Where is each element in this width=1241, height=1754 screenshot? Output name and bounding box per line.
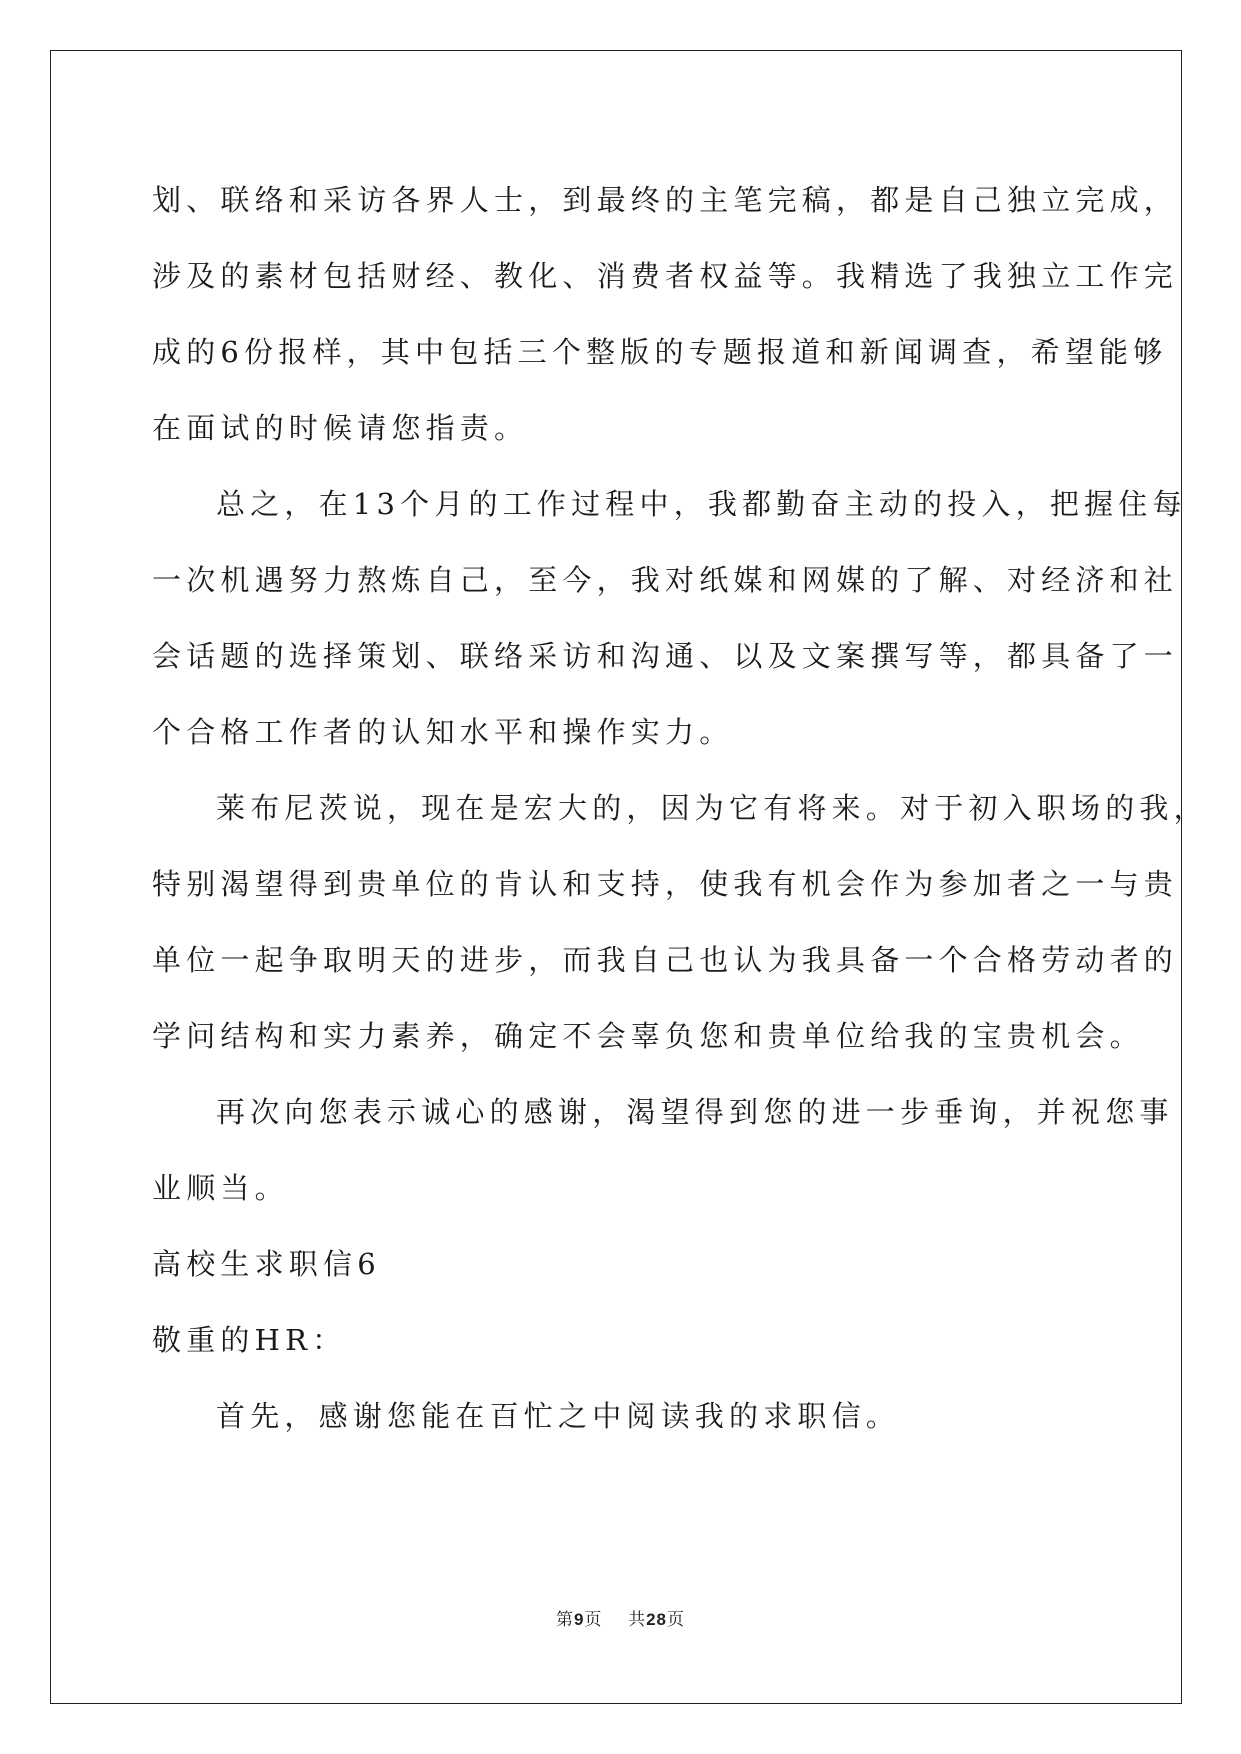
- total-suffix: 页: [667, 1610, 685, 1630]
- text-line: 会话题的选择策划、联络采访和沟通、以及文案撰写等，都具备了一: [152, 639, 1179, 673]
- text-line: 一次机遇努力熬炼自己，至今，我对纸媒和网媒的了解、对经济和社: [152, 563, 1179, 597]
- text-line: 成的6份报样，其中包括三个整版的专题报道和新闻调查，希望能够: [152, 335, 1168, 369]
- section-heading: 高校生求职信6: [152, 1247, 381, 1281]
- page-footer: [0, 1605, 1241, 1630]
- page-prefix: 第: [555, 1610, 574, 1630]
- text-line: 单位一起争取明天的进步，而我自己也认为我具备一个合格劳动者的: [152, 943, 1179, 977]
- page-number: 9: [573, 1610, 585, 1629]
- paragraph-start-line: 总之，在13个月的工作过程中，我都勤奋主动的投入，把握住每: [216, 487, 1187, 521]
- text-line: 个合格工作者的认知水平和操作实力。: [152, 715, 734, 749]
- total-prefix: 共: [628, 1610, 647, 1630]
- paragraph-start-line: 再次向您表示诚心的感谢，渴望得到您的进一步垂询，并祝您事: [216, 1095, 1174, 1129]
- paragraph-start-line: 莱布尼茨说，现在是宏大的，因为它有将来。对于初入职场的我，: [216, 791, 1208, 825]
- text-line: 业顺当。: [152, 1171, 289, 1205]
- text-line: 在面试的时候请您指责。: [152, 411, 529, 445]
- total-pages: 28: [646, 1610, 667, 1629]
- text-line: 划、联络和采访各界人士，到最终的主笔完稿，都是自己独立完成，: [152, 183, 1179, 217]
- salutation: 敬重的HR：: [152, 1323, 347, 1357]
- text-line: 特别渴望得到贵单位的肯认和支持，使我有机会作为参加者之一与贵: [152, 867, 1179, 901]
- text-line: 涉及的素材包括财经、教化、消费者权益等。我精选了我独立工作完: [152, 259, 1179, 293]
- page-suffix: 页: [584, 1610, 603, 1630]
- text-line: 学问结构和实力素养，确定不会辜负您和贵单位给我的宝贵机会。: [152, 1019, 1144, 1053]
- document-body: [152, 162, 1208, 1454]
- paragraph-start-line: 首先，感谢您能在百忙之中阅读我的求职信。: [216, 1399, 901, 1433]
